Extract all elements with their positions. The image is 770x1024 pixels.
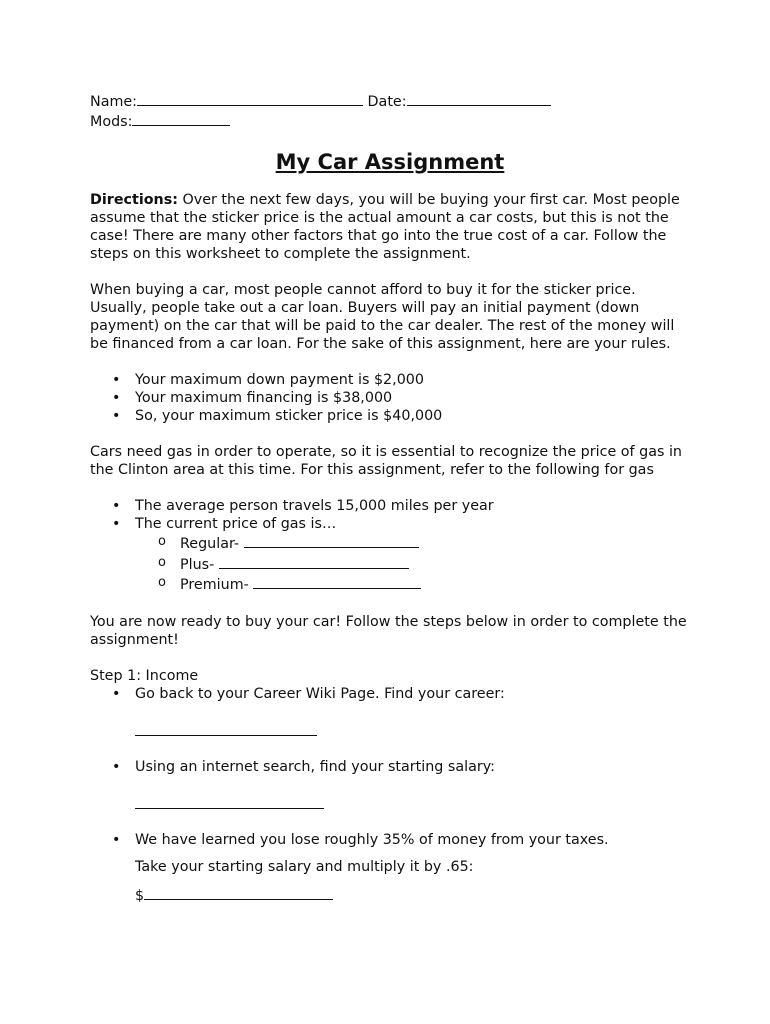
plus-price-field[interactable] [219,554,409,569]
step1-heading: Step 1: Income [90,667,199,684]
step1-list-3 [90,831,690,849]
gas-type-regular [90,533,690,554]
mods-label: Mods: [90,114,133,130]
list-item: • The average person travels 15,000 miles per year [90,497,690,515]
gas-intro-paragraph: Cars need gas in order to operate, so it is essential to recognize the price of gas in the Clinton area at this time. For this assignment, refer to the following for gas [90,444,682,478]
list-item: • Using an internet search, find your starting salary: [90,758,690,776]
salary-answer-row [90,794,690,813]
career-field[interactable] [135,721,317,736]
name-field[interactable] [137,91,363,106]
gas-types-list [135,533,690,595]
list-item: • Your maximum down payment is $2,000 [90,371,690,389]
net-income-row [90,885,690,905]
directions-label: Directions: [90,192,178,208]
date-field[interactable] [407,91,551,106]
list-item: • Your maximum financing is $38,000 [90,389,690,407]
date-label: Date: [367,94,407,110]
step1-list-2 [90,758,690,776]
list-item: • Go back to your Career Wiki Page. Find your career: [90,685,690,703]
premium-price-field[interactable] [253,574,421,589]
list-item [90,515,690,595]
gas-type-label: Regular- [180,536,240,552]
gas-type-plus [90,554,690,575]
name-label: Name: [90,94,137,110]
multiply-instruction: Take your starting salary and multiply it by .65: [135,858,474,875]
intro-paragraph: When buying a car, most people cannot afford to buy it for the sticker price. Usually, people take out a car loan. Buyers will pay an initial payment (down payment) on the car that will be paid to the car dealer. The rest of the money will be financed from a car loan. For the sake of this assignment, here are your rules. [90,282,675,352]
salary-field[interactable] [135,794,324,809]
gas-type-label: Plus- [180,556,215,573]
career-answer-row [90,721,690,740]
dollar-sign: $ [135,887,145,904]
directions-text: Over the next few days, you will be buying your first car. Most people assume that the sticker price is the actual amount a car costs, but this is not the case! There are many other factors that go into the true cost of a car. Follow the steps on this worksheet to complete the assignment. [90,192,680,262]
rules-list [90,371,690,425]
list-item: • We have learned you lose roughly 35% of money from your taxes. [90,831,690,849]
mods-field[interactable] [132,111,230,126]
net-income-field[interactable] [144,885,333,900]
gas-type-premium [90,574,690,595]
worksheet-page [90,91,690,905]
regular-price-field[interactable] [244,533,419,548]
gas-price-label: The current price of gas is… [135,516,337,532]
mods-line [90,111,690,131]
list-item: • So, your maximum sticker price is $40,000 [90,407,690,425]
name-date-line [90,91,690,111]
directions-paragraph [90,191,690,263]
page-title: My Car Assignment [275,150,505,174]
ready-paragraph: You are now ready to buy your car! Follow the steps below in order to complete the assignment! [90,613,687,648]
gas-type-label: Premium- [180,577,249,593]
step1-list [90,685,690,703]
gas-facts-list [90,497,690,595]
